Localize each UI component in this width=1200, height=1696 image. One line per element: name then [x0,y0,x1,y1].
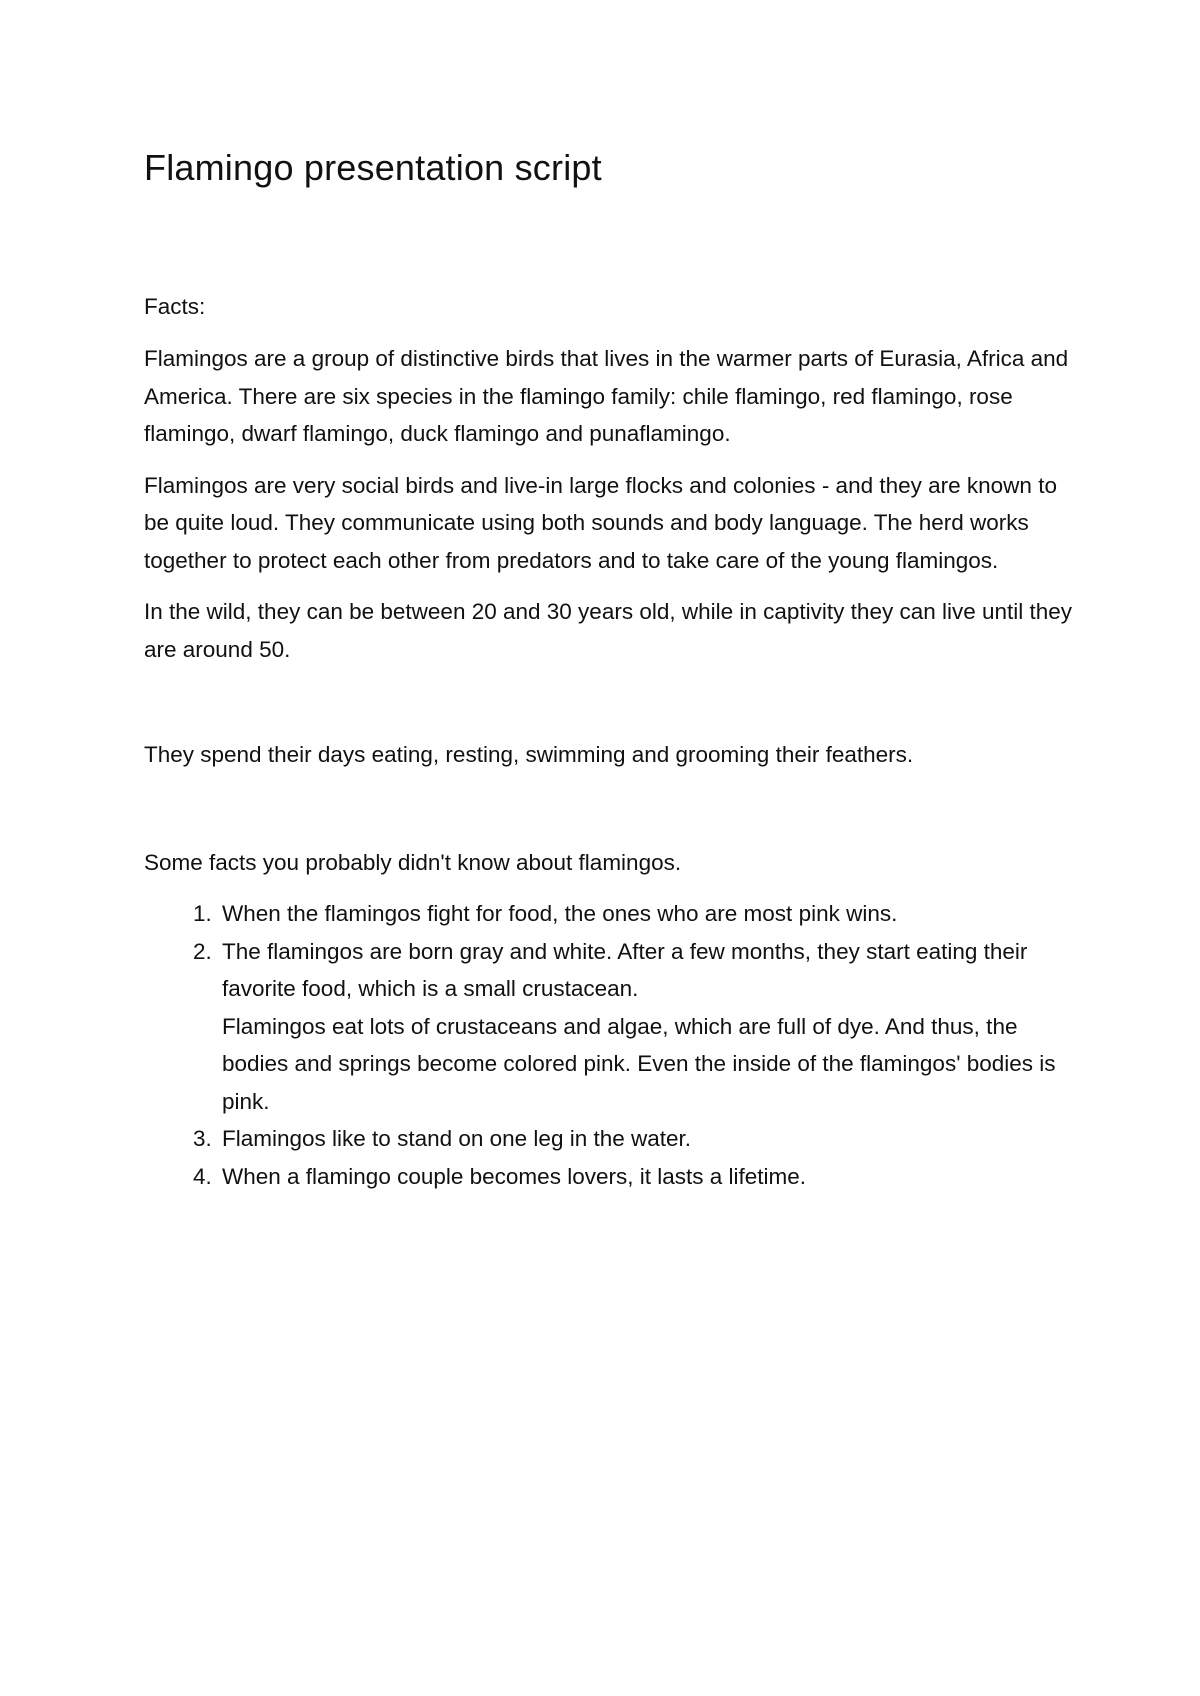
facts-label: Facts: [144,294,206,319]
list-item [218,933,1084,1121]
list-item-text: The flamingos are born gray and white. After a few months, they start eating their favorite food, which is a small crustacean. [222,938,1028,1001]
list-item [218,895,1084,933]
list-item-text: Flamingos like to stand on one leg in the water. [222,1126,692,1151]
list-item-text: When the flamingos fight for food, the ones who are most pink wins. [222,901,898,926]
paragraph-days: They spend their days eating, resting, swimming and grooming their feathers. [144,742,914,767]
list-intro: Some facts you probably didn't know about flamingos. [144,849,682,875]
facts-list [144,895,1084,1195]
list-item-text: When a flamingo couple becomes lovers, it lasts a lifetime. [222,1163,807,1189]
blank-line [144,682,1084,736]
document-title: Flamingo presentation script [144,147,602,188]
blank-line [144,788,1084,844]
list-item [218,1120,1084,1158]
document-body [144,140,1084,1195]
list-item-continuation: Flamingos eat lots of crustaceans and algae, which are full of dye. And thus, the bodies and springs become colored pink. Even the inside of the flamingos' bodies is pink. [222,1013,1056,1114]
paragraph-lifespan: In the wild, they can be between 20 and 30 years old, while in captivity they can live until they are around 50. [144,599,1073,662]
paragraph-social: Flamingos are very social birds and live-in large flocks and colonies - and they are known to be quite loud. They communicate using both sounds and body language. The herd works together to protect each other from predators and to take care of the young flamingos. [144,472,1057,573]
list-item [218,1158,1084,1196]
paragraph-species: Flamingos are a group of distinctive birds that lives in the warmer parts of Eurasia, Africa and America. There are six species in the flamingo family: chile flamingo, red flamingo, rose flamingo, dwarf flamingo, duck flamingo and punaflamingo. [144,346,1069,446]
